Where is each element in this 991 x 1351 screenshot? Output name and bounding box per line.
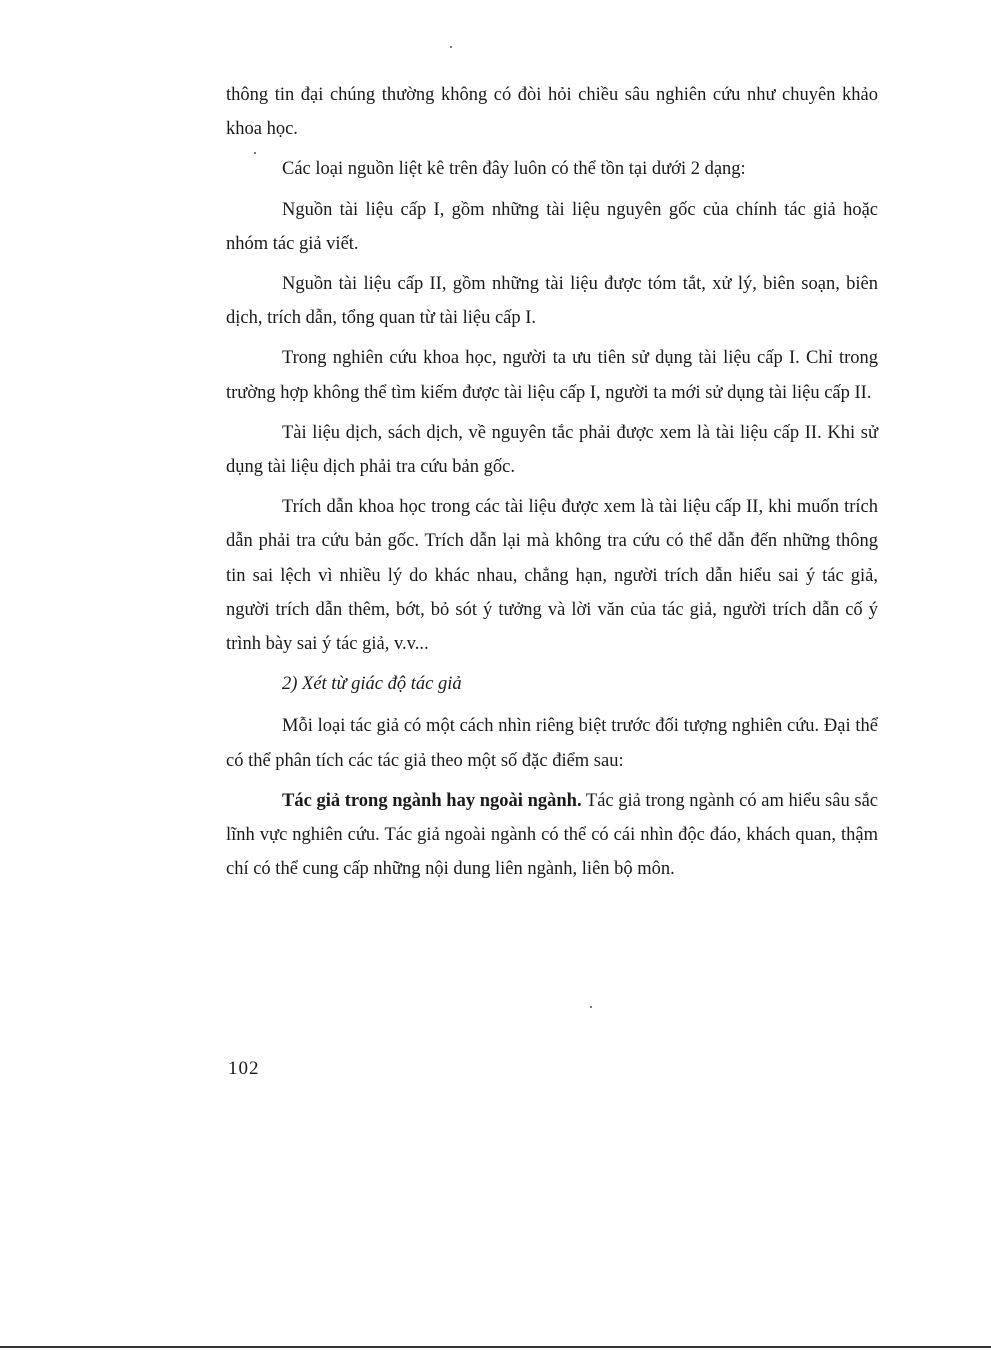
bold-lead-term: Tác giả trong ngành hay ngoài ngành.: [282, 790, 582, 811]
section-heading: 2) Xét từ giác độ tác giả: [282, 674, 462, 695]
paragraph: Nguồn tài liệu cấp I, gồm những tài liệu nguyên gốc của chính tác giả hoặc nhóm tác giả viết.: [226, 199, 878, 254]
body-text: [226, 78, 878, 892]
paragraph: Tài liệu dịch, sách dịch, về nguyên tắc phải được xem là tài liệu cấp II. Khi sử dụng tài liệu dịch phải tra cứu bản gốc.: [226, 422, 878, 478]
paragraph: Trích dẫn khoa học trong các tài liệu được xem là tài liệu cấp II, khi muốn trích dẫn phải tra cứu bản gốc. Trích dẫn lại mà không tra cứu có thể dẫn đến những thông tin sai lệch vì nhiều lý do khác nhau, chẳng hạn, người trích dẫn hiểu sai ý tác giả, người trích dẫn thêm, bớt, bỏ sót ý tưởng và lời văn của tác giả, người trích dẫn cố ý trình bày sai ý tác giả, v.v...: [226, 497, 878, 655]
scan-speck: [450, 46, 452, 48]
paragraph-author-type: [226, 784, 878, 887]
page-number: 102: [228, 1058, 260, 1079]
scan-edge-line: [0, 1346, 991, 1348]
paragraph-rest: Tác giả trong ngành có am hiểu sâu sắc lĩnh vực nghiên cứu. Tác giả ngoài ngành có thể có cái nhìn độc đáo, khách quan, thậm chí có thể cung cấp những nội dung liên ngành, liên bộ môn.: [226, 790, 878, 880]
paragraph: Trong nghiên cứu khoa học, người ta ưu tiên sử dụng tài liệu cấp I. Chỉ trong trường hợp không thể tìm kiếm được tài liệu cấp I, người ta mới sử dụng tài liệu cấp II.: [226, 348, 878, 403]
paragraph: Các loại nguồn liệt kê trên đây luôn có thể tồn tại dưới 2 dạng:: [282, 159, 746, 180]
paragraph-continuation: thông tin đại chúng thường không có đòi hỏi chiều sâu nghiên cứu như chuyên khảo khoa học.: [226, 85, 878, 140]
paragraph: Mỗi loại tác giả có một cách nhìn riêng biệt trước đối tượng nghiên cứu. Đại thể có thể phân tích các tác giả theo một số đặc điểm sau:: [226, 716, 878, 771]
scan-speck: [590, 1006, 592, 1008]
paragraph: Nguồn tài liệu cấp II, gồm những tài liệu được tóm tắt, xử lý, biên soạn, biên dịch, trích dẫn, tổng quan từ tài liệu cấp I.: [226, 274, 878, 329]
